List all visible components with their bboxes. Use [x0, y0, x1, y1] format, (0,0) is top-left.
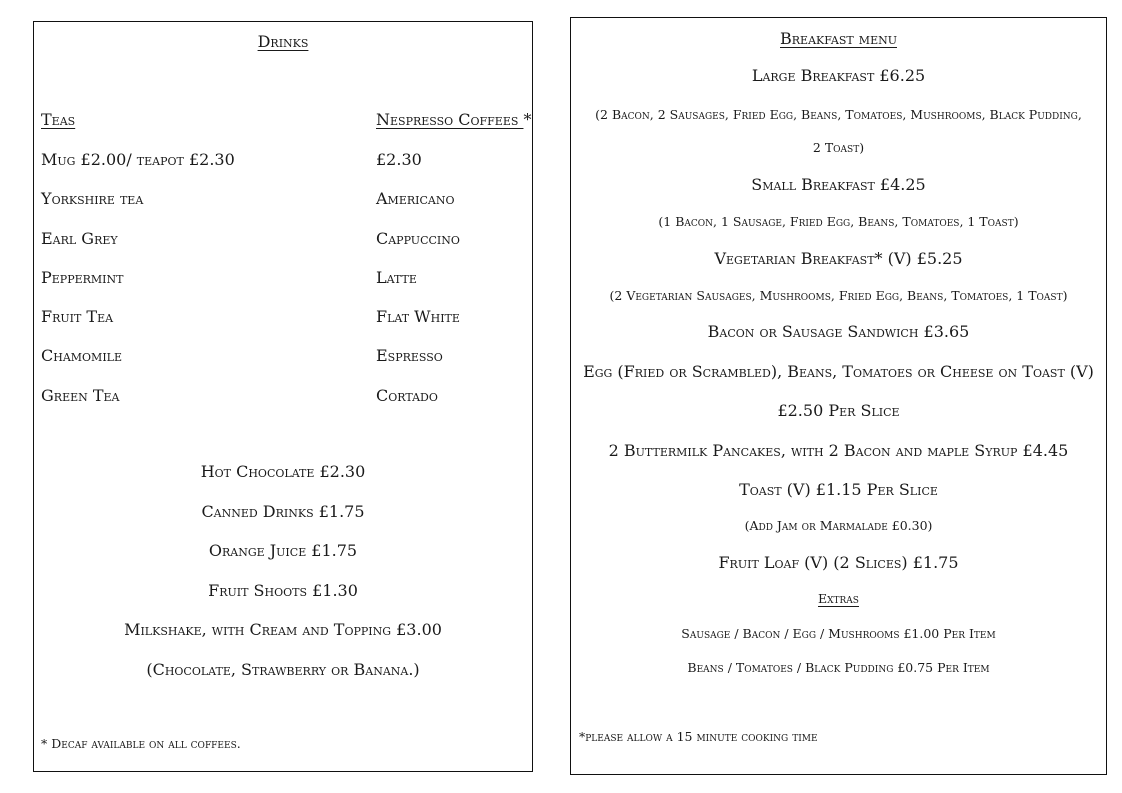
toast-desc: (Add Jam or Marmalade £0.30)	[744, 518, 933, 533]
extras-line: Beans / Tomatoes / Black Pudding £0.75 Per Item	[687, 660, 990, 675]
coffee-item: Americano	[376, 189, 455, 209]
toast: Toast (V) £1.15 Per Slice	[739, 480, 938, 499]
drinks-title: Drinks	[257, 32, 309, 51]
sandwich: Bacon or Sausage Sandwich £3.65	[707, 322, 970, 341]
coffee-item: Cortado	[376, 385, 438, 405]
large-breakfast-desc-cont: 2 Toast)	[812, 140, 865, 155]
breakfast-footnote: *please allow a 15 minute cooking time	[579, 729, 818, 744]
vegetarian-breakfast: Vegetarian Breakfast* (V) £5.25	[714, 249, 963, 268]
drink-item: (Chocolate, Strawberry or Banana.)	[146, 659, 420, 679]
large-breakfast-desc: (2 Bacon, 2 Sausages, Fried Egg, Beans, Tomatoes, Mushrooms, Black Pudding,	[595, 107, 1082, 122]
coffee-item: Espresso	[376, 346, 443, 366]
coffee-item: £2.30	[376, 150, 422, 169]
coffees-header	[376, 110, 531, 150]
tea-item: Green Tea	[41, 385, 120, 405]
tea-item: Yorkshire tea	[41, 189, 144, 209]
drinks-footnote: * Decaf available on all coffees.	[41, 736, 241, 751]
coffee-item: Flat White	[376, 307, 460, 327]
drink-item: Canned Drinks £1.75	[201, 501, 365, 521]
teas-column	[41, 110, 235, 425]
coffee-item: Latte	[376, 267, 417, 287]
breakfast-title: Breakfast menu	[780, 29, 897, 48]
extras-title: Extras	[818, 591, 859, 606]
coffees-header-label: Nespresso Coffees	[376, 110, 524, 129]
tea-item: Peppermint	[41, 267, 124, 287]
extras-line: Sausage / Bacon / Egg / Mushrooms £1.00 Per Item	[681, 626, 996, 641]
large-breakfast: Large Breakfast £6.25	[751, 66, 926, 85]
coffee-item: Cappuccino	[376, 228, 460, 248]
drink-item: Fruit Shoots £1.30	[208, 580, 358, 600]
drink-item: Orange Juice £1.75	[208, 541, 358, 560]
vegetarian-breakfast-desc: (2 Vegetarian Sausages, Mushrooms, Fried Egg, Beans, Tomatoes, 1 Toast)	[609, 288, 1068, 303]
small-breakfast-desc: (1 Bacon, 1 Sausage, Fried Egg, Beans, Tomatoes, 1 Toast)	[658, 214, 1019, 229]
drink-item: Milkshake, with Cream and Topping £3.00	[124, 620, 442, 639]
coffees-column	[376, 110, 531, 425]
coffees-asterisk: *	[523, 110, 532, 129]
small-breakfast: Small Breakfast £4.25	[751, 175, 926, 194]
other-drinks-list	[34, 462, 532, 699]
tea-item: Mug £2.00/ teapot £2.30	[41, 150, 235, 169]
tea-item: Earl Grey	[41, 228, 118, 248]
on-toast: Egg (Fried or Scrambled), Beans, Tomatoes or Cheese on Toast (V)	[583, 362, 1094, 381]
on-toast-price: £2.50 Per Slice	[777, 401, 900, 420]
tea-item: Chamomile	[41, 346, 123, 366]
teas-header: Teas	[41, 110, 76, 129]
breakfast-panel	[570, 17, 1107, 775]
drinks-panel	[33, 21, 533, 772]
fruit-loaf: Fruit Loaf (V) (2 Slices) £1.75	[718, 553, 959, 572]
tea-item: Fruit Tea	[41, 307, 114, 327]
pancakes: 2 Buttermilk Pancakes, with 2 Bacon and maple Syrup £4.45	[608, 441, 1069, 460]
drink-item: Hot Chocolate £2.30	[200, 462, 366, 481]
